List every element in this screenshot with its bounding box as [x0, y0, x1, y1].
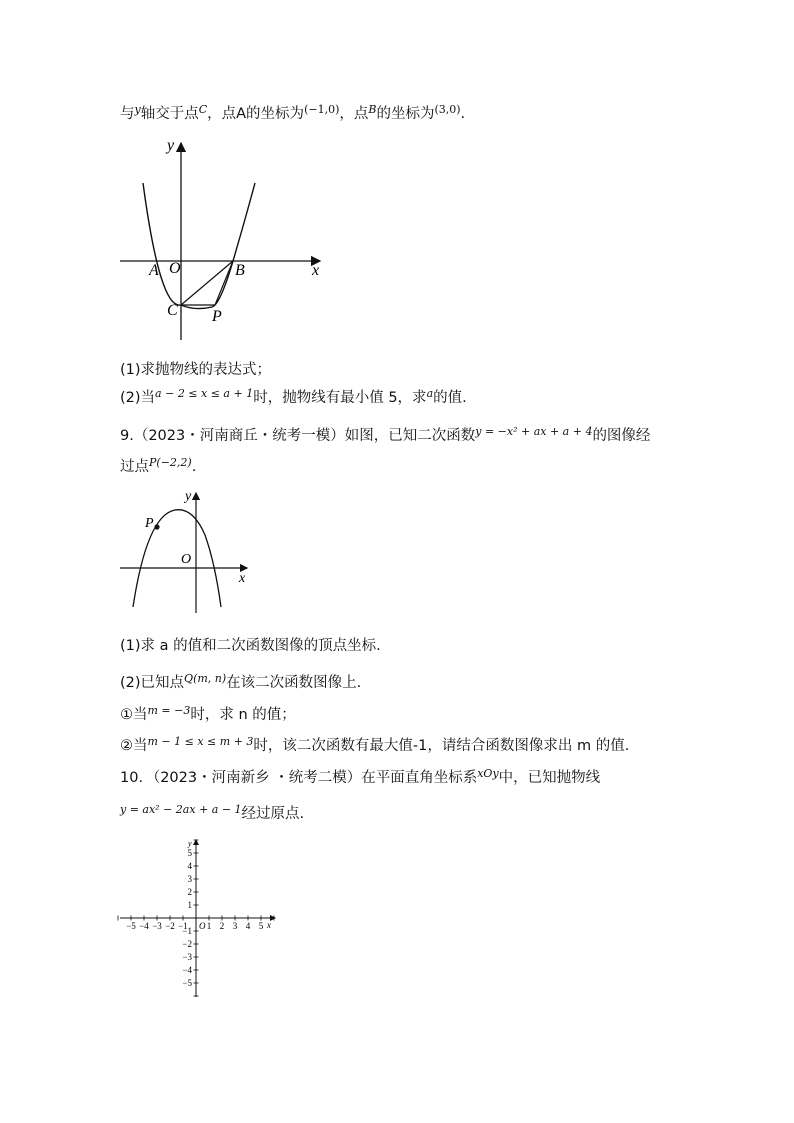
tick-label: −5 [182, 978, 192, 988]
tick-label: 4 [187, 861, 192, 871]
tick-label: −3 [152, 921, 162, 931]
figure-parabola-abcp [115, 135, 330, 345]
tick-label: 4 [245, 921, 251, 931]
tick-label: 1 [187, 900, 192, 910]
figure-coordinate-axes [115, 835, 285, 1000]
tick-label: 5 [187, 848, 192, 858]
problem10-stem-line2: $^{y = ax^2 - 2ax + a - 1}$经过原点. [120, 803, 305, 822]
axis-x-label: x [312, 262, 320, 279]
label-b: B [235, 262, 245, 279]
problem10-stem-line1: 10．（2023・河南新乡 ・统考二模）在平面直角坐标系$^{xOy}$中，已知抛物线 [120, 767, 601, 786]
tick-label: −3 [182, 952, 192, 962]
tick-label: −1 [182, 926, 192, 936]
origin-label: O [199, 921, 206, 931]
tick-label: 1 [206, 921, 212, 931]
segment-pb [215, 261, 233, 305]
tick-label: −2 [165, 921, 175, 931]
tick-label: 2 [187, 887, 192, 897]
axis-x-label: x [267, 920, 271, 930]
problem8-intro: 与$^y$轴交于点$^C$，点A的坐标为$^{(-1,0)}$，点$^B$的坐标为$^{(3,0)}$. [120, 103, 466, 122]
tick-label: −5 [126, 921, 136, 931]
label-p: P [212, 308, 222, 325]
label-o: O [181, 552, 192, 567]
problem9-q2: (2)已知点$^{Q(m, n)}$在该二次函数图像上. [120, 672, 362, 691]
problem9-stem-line2: 过点$^{P(-2,2)}$. [120, 456, 197, 475]
figure-parabola-p [115, 485, 260, 615]
label-o: O [169, 260, 181, 277]
problem9-stem-line1: 9.（2023・河南商丘・统考一模）如图，已知二次函数$^{y = -x^2 + ax + a + 4}$的图像经 [120, 425, 651, 444]
problem9-q2a: ①当$^{m = -3}$时，求 n 的值； [120, 704, 296, 723]
problem9-q1: (1)求 a 的值和二次函数图像的顶点坐标. [120, 638, 381, 654]
problem9-q2b: ②当$^{m - 1 \le x \le m + 3}$时，该二次函数有最大值-1，请结合函数图像求出 m 的值. [120, 735, 630, 754]
axis-y-label: y [167, 137, 175, 154]
tick-label: 5 [258, 921, 264, 931]
tick-label: −2 [182, 939, 192, 949]
label-a: A [149, 262, 159, 279]
tick-label: 3 [232, 921, 238, 931]
label-p: P [145, 516, 154, 531]
problem8-q1: (1)求抛物线的表达式； [120, 362, 272, 378]
tick-label: −4 [139, 921, 149, 931]
problem8-q2: (2)当$^{a - 2 \le x \le a + 1}$时，抛物线有最小值 5，求$^a$的值. [120, 387, 467, 406]
point-p [154, 524, 159, 529]
tick-label: 3 [187, 874, 192, 884]
tick-label: −4 [182, 965, 192, 975]
axis-y-label: y [185, 489, 192, 504]
axis-x-label: x [239, 571, 246, 586]
tick-label: −1 [178, 921, 188, 931]
tick-label: 2 [219, 921, 225, 931]
axis-y-label: y [188, 839, 192, 848]
label-c: C [167, 302, 178, 319]
